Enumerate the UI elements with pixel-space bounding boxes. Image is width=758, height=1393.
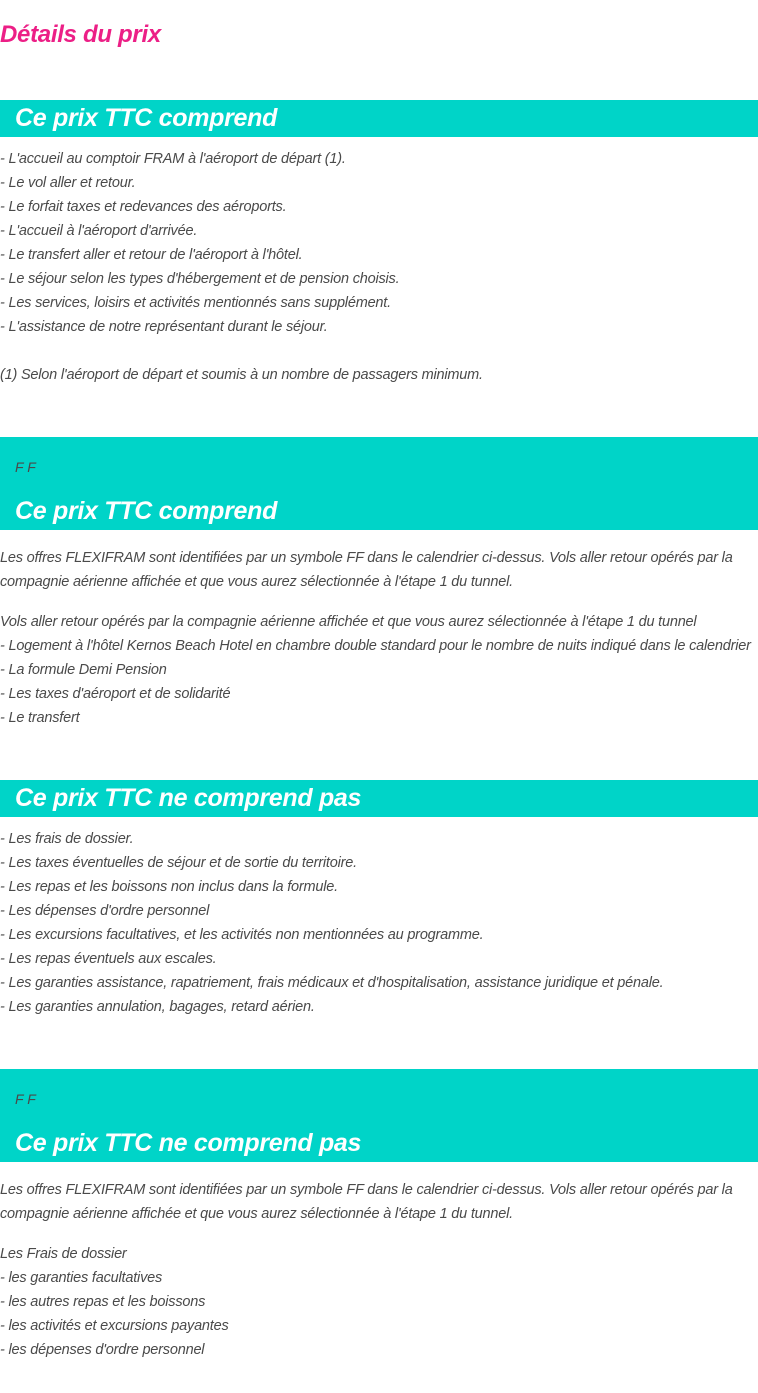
- ff-includes-intro: [0, 546, 758, 594]
- section-heading: Ce prix TTC ne comprend pas: [15, 1129, 362, 1157]
- list-item: - Le transfert aller et retour de l'aéroport à l'hôtel.: [0, 247, 303, 263]
- ff-tag: F F: [15, 1091, 36, 1107]
- section-heading: Ce prix TTC comprend: [15, 104, 278, 132]
- intro-text: Les offres FLEXIFRAM sont identifiées par un symbole FF dans le calendrier ci-dessus. Vols aller retour opérés par la compagnie aérienne affichée et que vous aurez sélectionnée à l'étape 1 du tunnel.: [0, 1182, 733, 1222]
- list-item: - Les repas éventuels aux escales.: [0, 951, 217, 967]
- section-heading: Ce prix TTC comprend: [15, 497, 278, 525]
- footnote: (1) Selon l'aéroport de départ et soumis à un nombre de passagers minimum.: [0, 367, 483, 383]
- list-item: - Les garanties assistance, rapatriement, frais médicaux et d'hospitalisation, assistance juridique et pénale.: [0, 975, 664, 991]
- section-header-excludes: [0, 780, 758, 817]
- list-item: - les activités et excursions payantes: [0, 1318, 229, 1334]
- ff-excludes-list: [0, 1242, 758, 1362]
- section-heading: Ce prix TTC ne comprend pas: [15, 784, 362, 812]
- page-title: Détails du prix: [0, 21, 161, 48]
- list-item: - Les dépenses d'ordre personnel: [0, 903, 210, 919]
- list-item: Les Frais de dossier: [0, 1246, 127, 1262]
- list-item: - les garanties facultatives: [0, 1270, 163, 1286]
- list-item: - les dépenses d'ordre personnel: [0, 1342, 205, 1358]
- section-header-ff-includes: [0, 437, 758, 530]
- list-item: - Les frais de dossier.: [0, 831, 134, 847]
- includes-list: [0, 147, 758, 387]
- list-item: - Les taxes éventuelles de séjour et de sortie du territoire.: [0, 855, 357, 871]
- ff-excludes-intro: [0, 1178, 758, 1226]
- excludes-list: [0, 827, 758, 1019]
- list-item: - Les garanties annulation, bagages, retard aérien.: [0, 999, 315, 1015]
- list-item: - Le vol aller et retour.: [0, 175, 136, 191]
- intro-text: Les offres FLEXIFRAM sont identifiées par un symbole FF dans le calendrier ci-dessus. Vols aller retour opérés par la compagnie aérienne affichée et que vous aurez sélectionnée à l'étape 1 du tunnel.: [0, 550, 733, 590]
- section-header-includes: [0, 100, 758, 137]
- section-header-ff-excludes: [0, 1069, 758, 1162]
- list-item: - Le séjour selon les types d'hébergement et de pension choisis.: [0, 271, 400, 287]
- list-item: - Les excursions facultatives, et les activités non mentionnées au programme.: [0, 927, 484, 943]
- list-item: - L'accueil au comptoir FRAM à l'aéroport de départ (1).: [0, 151, 346, 167]
- list-item: - Le transfert: [0, 710, 80, 726]
- ff-includes-list: [0, 610, 758, 730]
- list-item: Vols aller retour opérés par la compagnie aérienne affichée et que vous aurez sélectionnée à l'étape 1 du tunnel: [0, 614, 697, 630]
- list-item: - les autres repas et les boissons: [0, 1294, 206, 1310]
- list-item: - Les repas et les boissons non inclus dans la formule.: [0, 879, 338, 895]
- list-item: - Logement à l'hôtel Kernos Beach Hotel en chambre double standard pour le nombre de nuits indiqué dans le calendrier: [0, 638, 751, 654]
- ff-tag: F F: [15, 459, 36, 475]
- list-item: - L'assistance de notre représentant durant le séjour.: [0, 319, 328, 335]
- list-item: - Le forfait taxes et redevances des aéroports.: [0, 199, 287, 215]
- list-item: - L'accueil à l'aéroport d'arrivée.: [0, 223, 198, 239]
- list-item: - Les taxes d'aéroport et de solidarité: [0, 686, 231, 702]
- list-item: - Les services, loisirs et activités mentionnés sans supplément.: [0, 295, 391, 311]
- list-item: - La formule Demi Pension: [0, 662, 167, 678]
